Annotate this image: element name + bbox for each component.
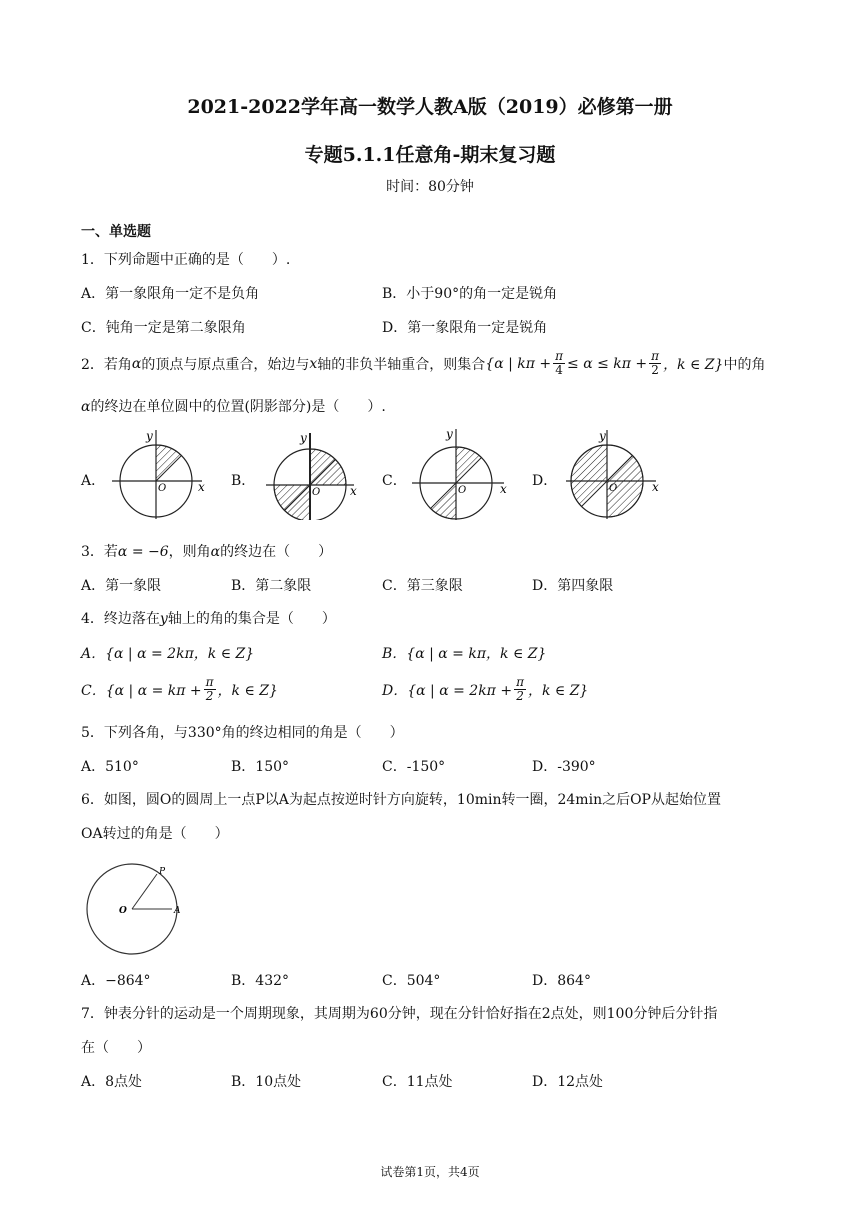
- q3-option-b: B．第二象限: [231, 578, 312, 594]
- svg-text:O: O: [119, 906, 127, 916]
- q4-stem: 4．终边落在y轴上的角的集合是（ ）: [81, 611, 336, 627]
- svg-text:x: x: [350, 484, 357, 498]
- svg-text:P: P: [159, 867, 166, 877]
- document-title: 2021-2022学年高一数学人教A版（2019）必修第一册: [187, 96, 673, 118]
- q2-option-c-label: C．: [382, 473, 407, 489]
- q4-option-d: D．{α | α = 2kπ + $\frac{\pi}{2}$ ，k ∈ Z}: [382, 675, 589, 703]
- q2-option-a-label: A．: [81, 473, 106, 489]
- q3-stem: 3．若α = −6，则角α的终边在（ ）: [81, 544, 333, 560]
- svg-text:y: y: [446, 427, 453, 441]
- q4-option-a: A．{α | α = 2kπ，k ∈ Z}: [81, 646, 255, 662]
- q1-option-d: D．第一象限角一定是锐角: [382, 320, 548, 336]
- q3-option-c: C．第三象限: [382, 578, 463, 594]
- q2-stem: 2．若角 α 的顶点与原点重合，始边与 x 轴的非负半轴重合，则集合 {α | kπ + $\frac{\pi}{4}$ ≤ α ≤ kπ + $\frac{\pi}{2}$ ，k ∈ Z} 中的角: [81, 349, 766, 377]
- q2-stem-line2: α的终边在单位圆中的位置(阴影部分)是（ ）.: [81, 399, 386, 415]
- document-subtitle: 专题5.1.1任意角-期末复习题: [304, 144, 556, 166]
- q5-option-b: B．150°: [231, 759, 290, 775]
- svg-text:y: y: [300, 431, 307, 445]
- q3-option-a: A．第一象限: [81, 578, 162, 594]
- time-limit: 时间：80分钟: [386, 179, 474, 195]
- q5-option-a: A．510°: [81, 759, 139, 775]
- svg-text:O: O: [458, 485, 467, 496]
- svg-text:y: y: [146, 429, 153, 443]
- q6-option-a: A．−864°: [81, 973, 151, 989]
- q7-option-b: B．10点处: [231, 1074, 302, 1090]
- svg-text:y: y: [599, 429, 606, 443]
- svg-text:x: x: [652, 480, 659, 494]
- q1-option-c: C．钝角一定是第二象限角: [81, 320, 246, 336]
- q7-option-d: D．12点处: [532, 1074, 604, 1090]
- svg-text:A: A: [174, 906, 181, 916]
- q1-option-b: B．小于90°的角一定是锐角: [382, 286, 558, 302]
- q7-option-a: A．8点处: [81, 1074, 143, 1090]
- svg-text:x: x: [500, 482, 507, 496]
- q6-option-b: B．432°: [231, 973, 290, 989]
- q6-option-d: D．864°: [532, 973, 591, 989]
- svg-text:x: x: [198, 480, 205, 494]
- section-heading: 一、单选题: [81, 224, 151, 240]
- q5-option-c: C．-150°: [382, 759, 446, 775]
- q2-option-d-label: D．: [532, 473, 558, 489]
- q5-option-d: D．-390°: [532, 759, 596, 775]
- q7-stem-line1: 7．钟表分针的运动是一个周期现象，其周期为60分钟，现在分针恰好指在2点处，则100分钟后分针指: [81, 1006, 718, 1022]
- page-footer: 试卷第1页，共4页: [380, 1165, 480, 1179]
- q7-stem-line2: 在（ ）: [81, 1040, 151, 1056]
- q4-option-c: C．{α | α = kπ + $\frac{\pi}{2}$ ，k ∈ Z}: [81, 675, 278, 703]
- q6-option-c: C．504°: [382, 973, 441, 989]
- q2-option-a-figure: [110, 425, 210, 520]
- q2-option-b-figure: [262, 425, 362, 520]
- q1-stem: 1．下列命题中正确的是（ ）.: [81, 252, 291, 268]
- q2-option-d-figure: [566, 425, 666, 520]
- q5-stem: 5．下列各角，与330°角的终边相同的角是（ ）: [81, 725, 404, 741]
- svg-text:O: O: [158, 483, 167, 494]
- q2-option-c-figure: [412, 423, 512, 520]
- q1-option-a: A．第一象限角一定不是负角: [81, 286, 260, 302]
- q3-option-d: D．第四象限: [532, 578, 614, 594]
- q6-circle-figure: [84, 862, 189, 957]
- q6-stem-line1: 6．如图，圆O的圆周上一点P以A为起点按逆时针方向旋转，10min转一圈，24min之后OP从起始位置: [81, 792, 721, 808]
- q4-option-b: B．{α | α = kπ，k ∈ Z}: [382, 646, 547, 662]
- svg-text:O: O: [312, 487, 321, 498]
- q2-option-b-label: B．: [231, 473, 256, 489]
- svg-text:O: O: [609, 483, 618, 494]
- q6-stem-line2: OA转过的角是（ ）: [81, 826, 229, 842]
- q7-option-c: C．11点处: [382, 1074, 453, 1090]
